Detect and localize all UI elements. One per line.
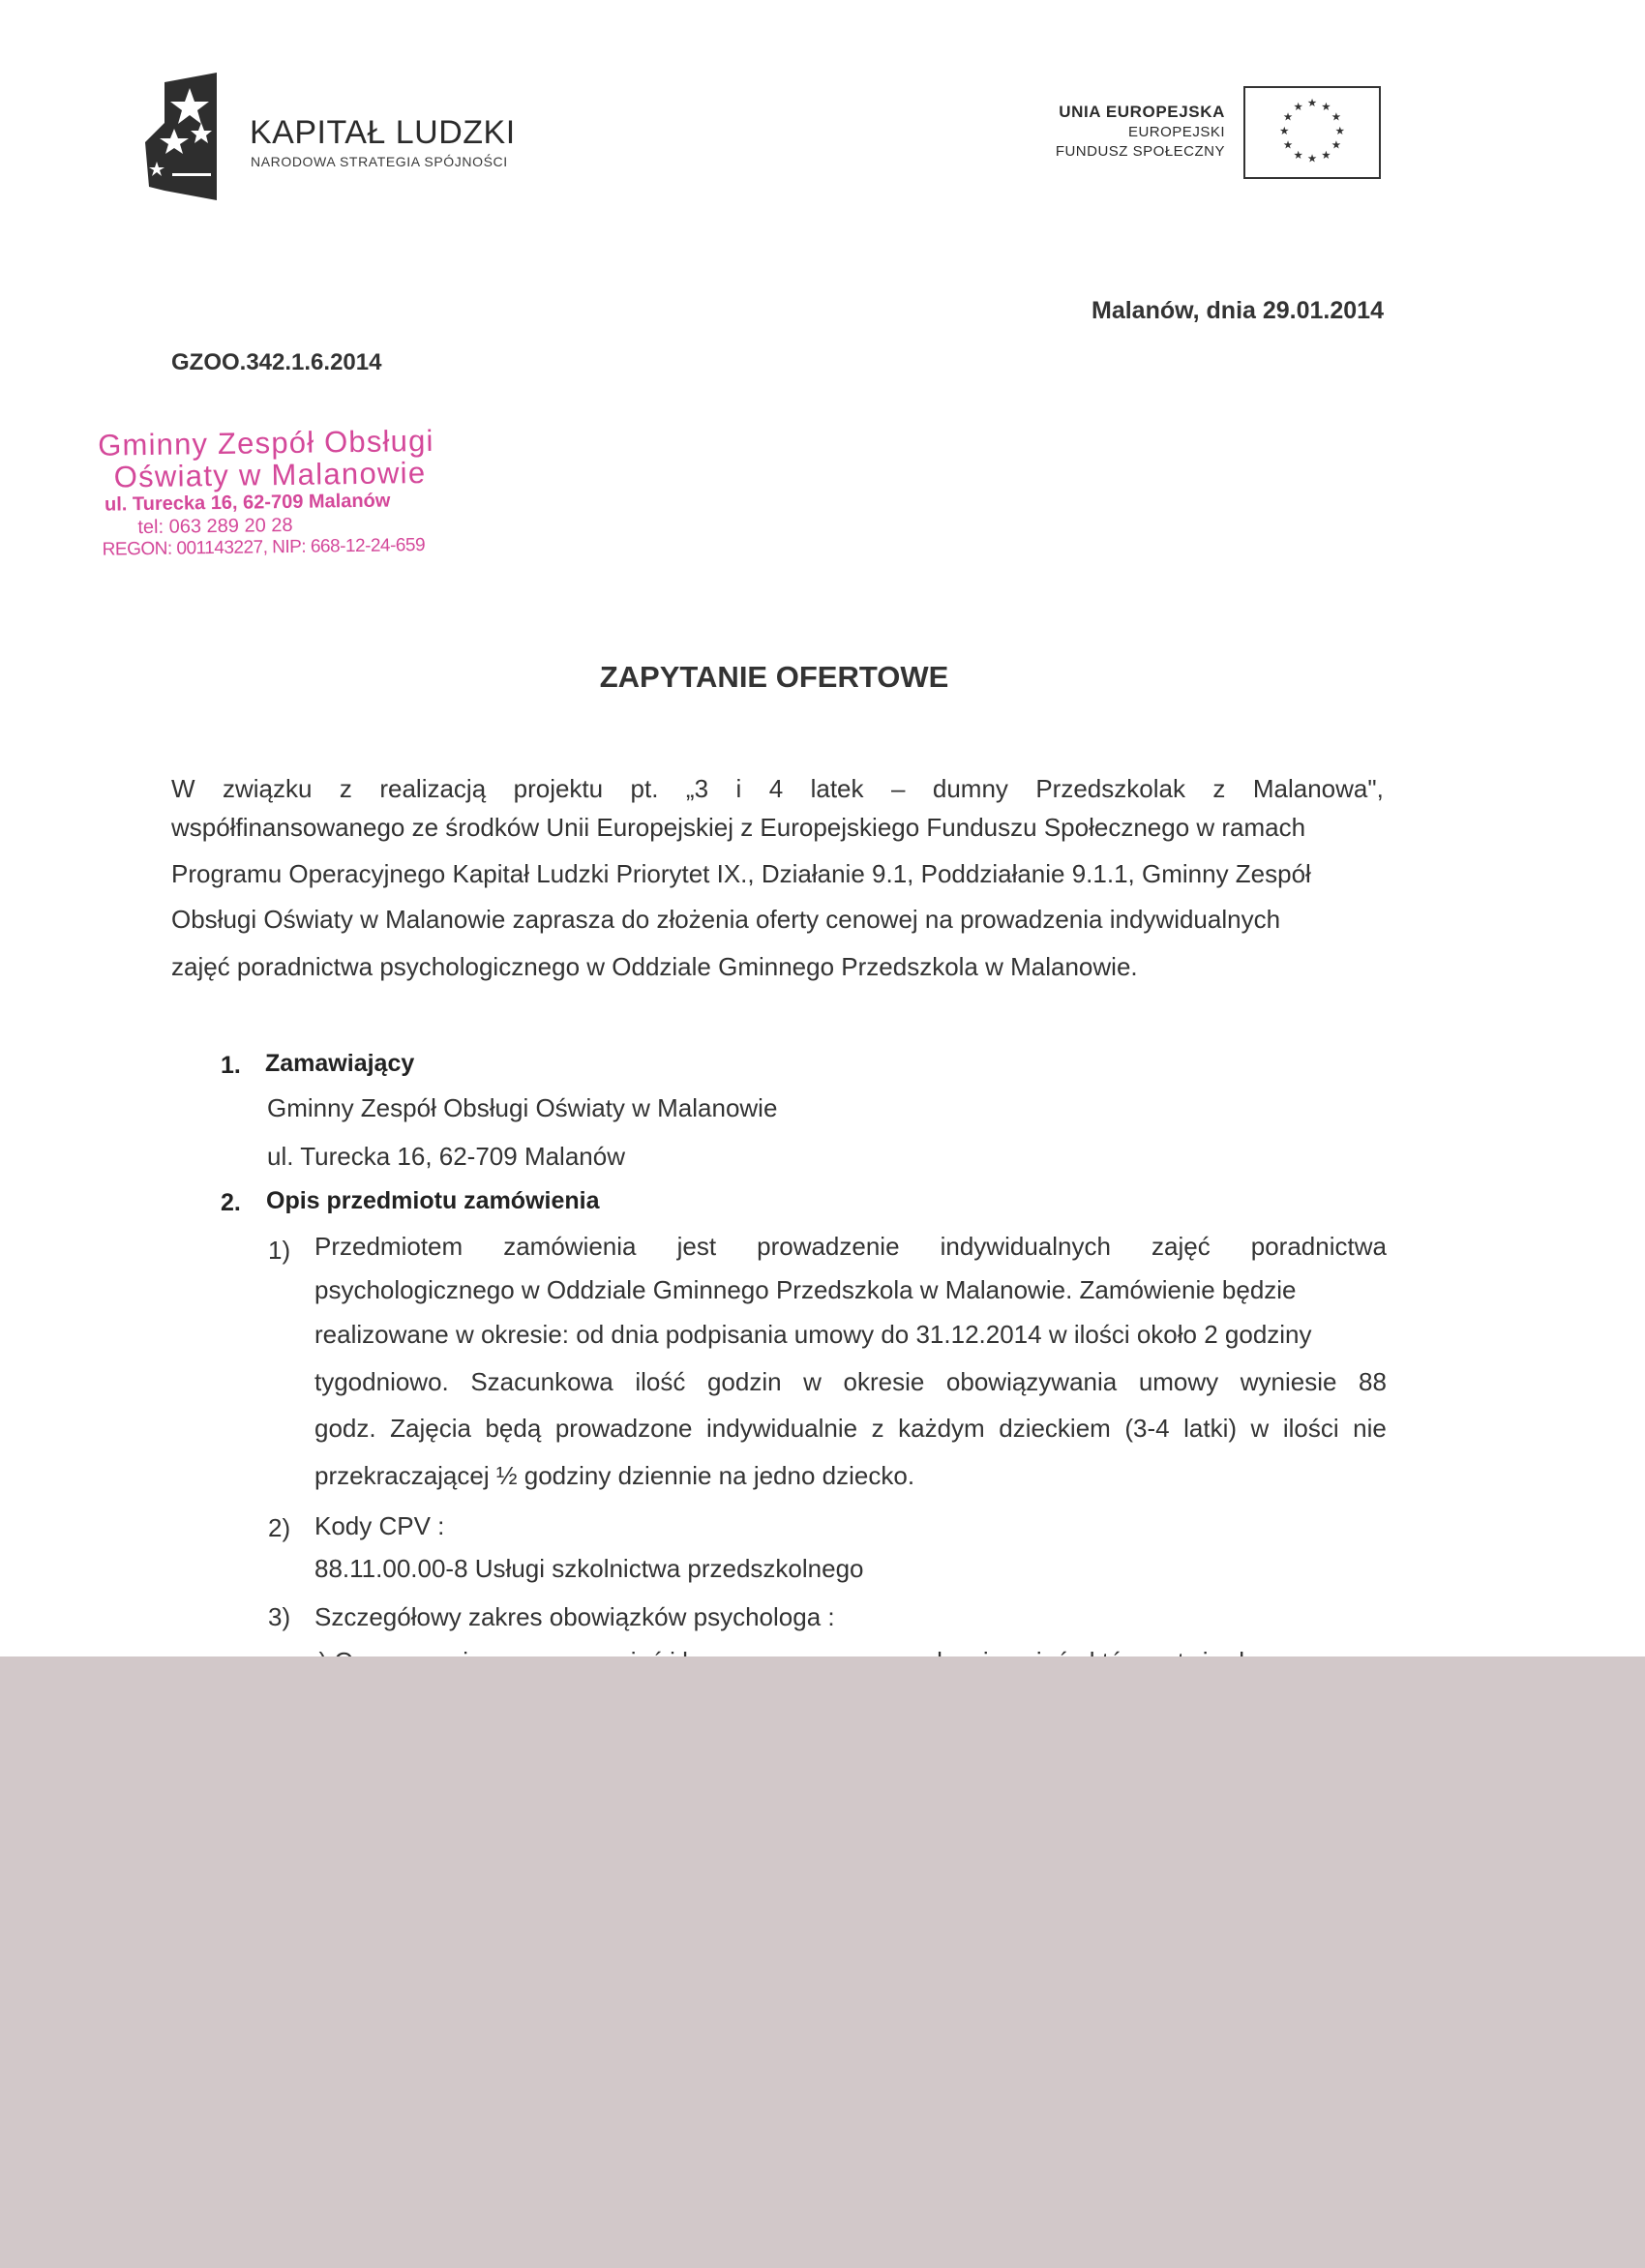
reference-number: GZOO.342.1.6.2014: [171, 349, 382, 375]
word: w: [1250, 1414, 1270, 1443]
eu-logo-line2: EUROPEJSKI: [1127, 124, 1225, 140]
eu-star-icon: ★: [1306, 151, 1318, 165]
section-title-zamawiajacy: Zamawiający: [265, 1050, 415, 1077]
item-line: [314, 1232, 1387, 1261]
stamp-line: Oświaty w Malanowie: [113, 455, 427, 494]
eu-star-icon: ★: [1331, 137, 1342, 152]
word: Zajęcia: [390, 1414, 471, 1443]
word: indywidualnie: [706, 1414, 858, 1443]
word: będą: [485, 1414, 542, 1443]
eu-star-icon: ★: [1282, 137, 1294, 152]
word: z: [1212, 774, 1226, 803]
word: prowadzenie: [757, 1232, 900, 1261]
word: –: [890, 774, 906, 803]
intro-line: Obsługi Oświaty w Malanowie zaprasza do złożenia oferty cenowej na prowadzenia indywidualnych: [171, 905, 1281, 934]
scan-background: [0, 1656, 1645, 2268]
word: „3: [685, 774, 709, 803]
cut-off-line: [0, 1635, 1645, 1656]
intro-line: współfinansowanego ze środków Unii Europejskiej z Europejskiego Funduszu Społecznego w ramach: [171, 813, 1306, 842]
eu-logo-line1: UNIA EUROPEJSKA: [1059, 103, 1225, 121]
item-number: 3): [268, 1602, 291, 1631]
stamp-line: REGON: 001143227, NIP: 668-12-24-659: [102, 534, 426, 560]
intro-line: zajęć poradnictwa psychologicznego w Oddziale Gminnego Przedszkola w Malanowie.: [171, 952, 1138, 981]
word: Przedmiotem: [314, 1232, 464, 1261]
word: ilość: [635, 1367, 686, 1396]
word: dumny: [932, 774, 1008, 803]
institution-stamp: [96, 423, 475, 573]
item-number: 2): [268, 1513, 291, 1542]
word: W: [171, 774, 195, 803]
word: 4: [768, 774, 784, 803]
kapital-ludzki-title: KAPITAŁ LUDZKI: [250, 114, 516, 151]
word: godzin: [706, 1367, 782, 1396]
eu-logo-text: [1056, 101, 1225, 162]
kapital-ludzki-subtitle: NARODOWA STRATEGIA SPÓJNOŚCI: [251, 154, 508, 169]
item-line: [314, 1367, 1387, 1396]
document-title: ZAPYTANIE OFERTOWE: [599, 660, 949, 694]
word: i: [735, 774, 742, 803]
word: Szacunkowa: [470, 1367, 613, 1396]
word: projektu: [513, 774, 604, 803]
item-line: Kody CPV :: [314, 1511, 445, 1540]
word: obowiązywania: [945, 1367, 1118, 1396]
word: pt.: [630, 774, 659, 803]
word: wyniesie: [1240, 1367, 1337, 1396]
eu-star-icon: ★: [1331, 109, 1342, 124]
word: jest: [676, 1232, 717, 1261]
eu-star-icon: ★: [1293, 100, 1303, 113]
word: 88: [1359, 1367, 1387, 1396]
item-number: 1): [268, 1236, 291, 1265]
eu-star-icon: ★: [1306, 96, 1318, 110]
stamp-line: Gminny Zespół Obsługi: [97, 423, 434, 463]
word: umowy: [1138, 1367, 1219, 1396]
word: prowadzone: [554, 1414, 693, 1443]
eu-star-icon: ★: [1279, 123, 1290, 137]
item-line: Szczegółowy zakres obowiązków psychologa :: [314, 1602, 835, 1631]
word: indywidualnych: [940, 1232, 1111, 1261]
date-line: Malanów, dnia 29.01.2014: [1092, 297, 1384, 324]
ordering-party-name: Gminny Zespół Obsługi Oświaty w Malanowie: [267, 1093, 778, 1122]
word: poradnictwa: [1250, 1232, 1387, 1261]
word: zajęć: [1152, 1232, 1211, 1261]
eu-star-icon: ★: [1334, 123, 1345, 137]
intro-line: [171, 774, 1384, 803]
word: dzieckiem: [999, 1414, 1111, 1443]
section-title-opis: Opis przedmiotu zamówienia: [266, 1187, 600, 1214]
word: latki): [1183, 1414, 1238, 1443]
word: tygodniowo.: [314, 1367, 449, 1396]
word: realizacją: [379, 774, 487, 803]
word: nie: [1353, 1414, 1387, 1443]
word: każdym: [898, 1414, 985, 1443]
stamp-line: tel: 063 289 20 28: [137, 514, 293, 539]
eu-logo-line3: FUNDUSZ SPOŁECZNY: [1055, 143, 1225, 160]
word: w: [803, 1367, 822, 1396]
eu-star-icon: ★: [1282, 109, 1294, 124]
word: z: [871, 1414, 884, 1443]
eu-star-icon: ★: [1321, 100, 1331, 113]
word: związku: [222, 774, 313, 803]
ordering-party-address: ul. Turecka 16, 62-709 Malanów: [267, 1142, 625, 1171]
section-number: 2.: [221, 1189, 241, 1216]
item-line: przekraczającej ½ godziny dziennie na jedno dziecko.: [314, 1461, 915, 1490]
item-line: psychologicznego w Oddziale Gminnego Przedszkola w Malanowie. Zamówienie będzie: [314, 1275, 1297, 1304]
word: latek: [810, 774, 864, 803]
word: ilości: [1282, 1414, 1339, 1443]
intro-line: Programu Operacyjnego Kapitał Ludzki Priorytet IX., Działanie 9.1, Poddziałanie 9.1.1, Gminny Zespół: [171, 859, 1311, 888]
eu-flag-icon: [1243, 86, 1381, 179]
word: Przedszkolak: [1035, 774, 1185, 803]
word: z: [339, 774, 352, 803]
word: zamówienia: [503, 1232, 637, 1261]
word: Malanowa",: [1252, 774, 1384, 803]
word: godz.: [314, 1414, 376, 1443]
cpv-code-line: 88.11.00.00-8 Usługi szkolnictwa przedszkolnego: [314, 1554, 864, 1583]
item-line: realizowane w okresie: od dnia podpisania umowy do 31.12.2014 w ilości około 2 godziny: [314, 1320, 1312, 1349]
word: (3-4: [1124, 1414, 1170, 1443]
stamp-line: ul. Turecka 16, 62-709 Malanów: [104, 490, 391, 516]
item-line: [314, 1414, 1387, 1443]
eu-star-icon: ★: [1321, 147, 1331, 162]
eu-star-icon: ★: [1293, 147, 1303, 162]
section-number: 1.: [221, 1052, 241, 1079]
word: okresie: [843, 1367, 925, 1396]
kapital-ludzki-logo-icon: [145, 73, 221, 200]
